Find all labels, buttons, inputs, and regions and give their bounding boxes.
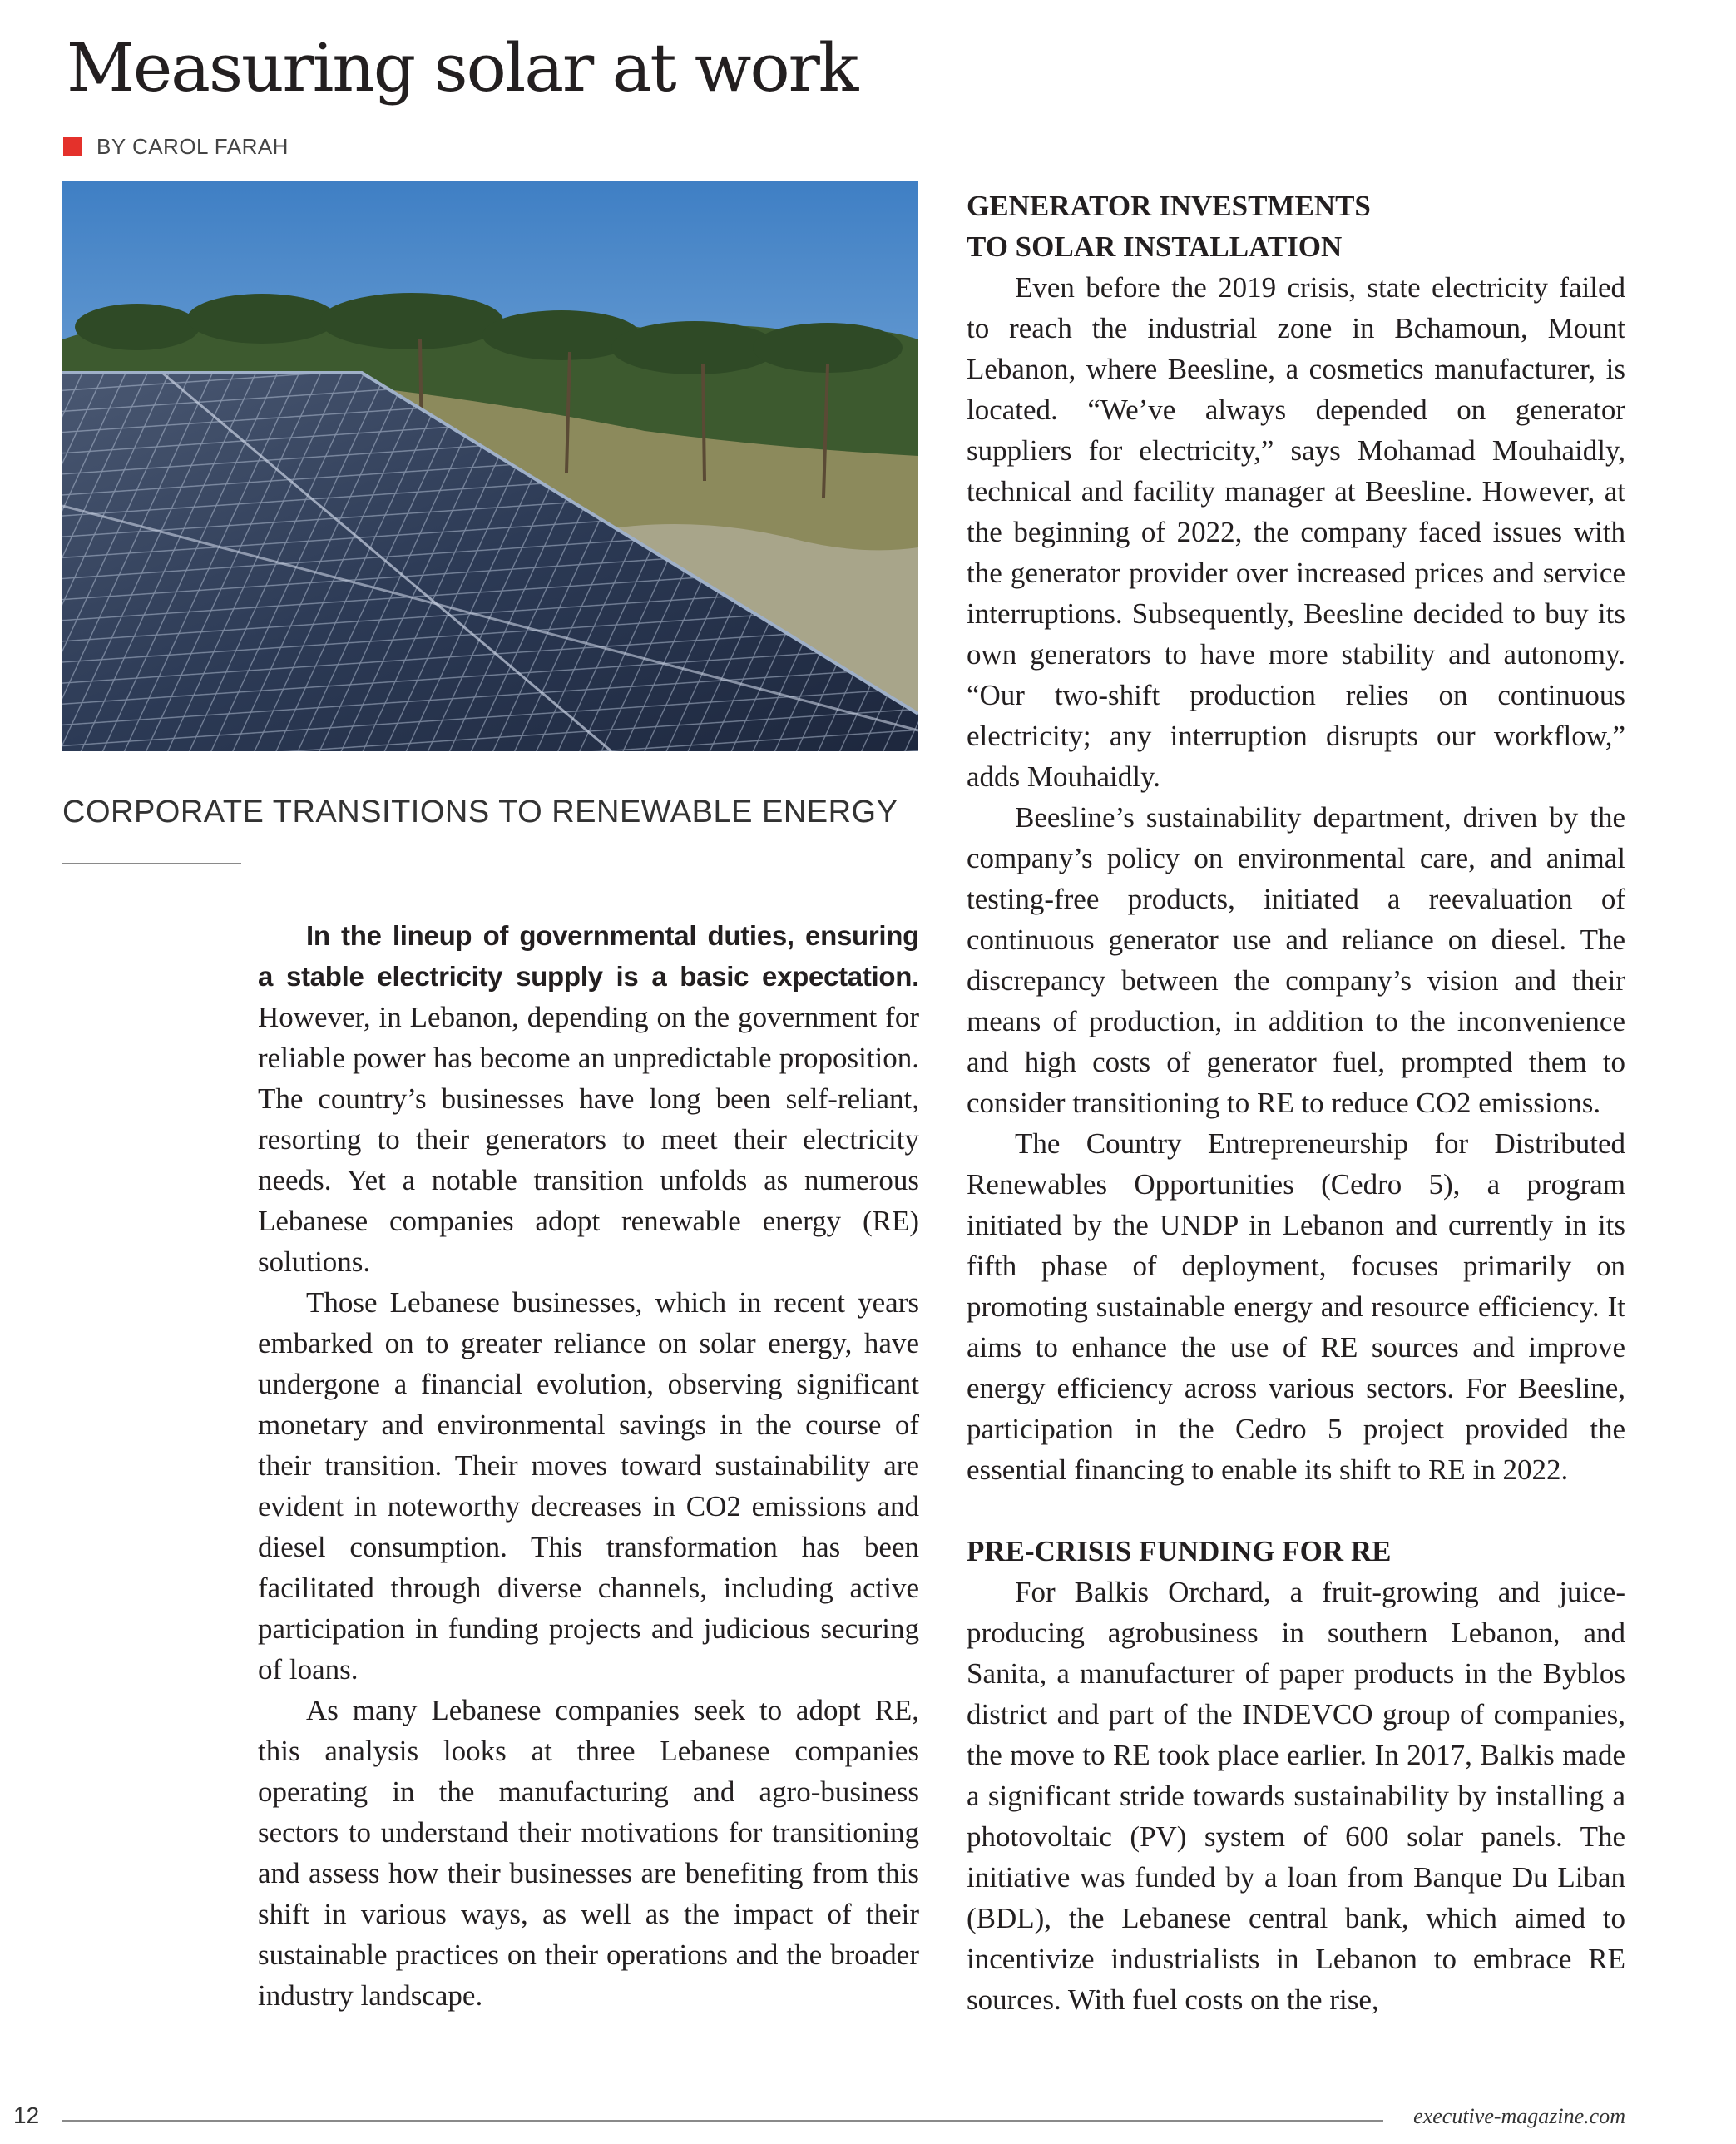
intro-paragraph — [258, 915, 919, 1282]
section-heading-generators — [967, 186, 1625, 267]
body-paragraph: Those Lebanese businesses, which in recent years embarked on to greater reliance on solar energy, have undergone a financial evolution, observing significant monetary and environmental savings in the course of their transition. Their moves toward sustainability are evident in noteworthy decreases in CO2 emissions and diesel consumption. This transformation has been facilitated through diverse channels, including active participation in funding projects and judicious securing of loans. — [258, 1286, 919, 1686]
section-heading-line: TO SOLAR INSTALLATION — [967, 230, 1343, 263]
byline-marker — [63, 137, 82, 156]
left-column — [258, 915, 919, 2016]
section-heading-line: GENERATOR INVESTMENTS — [967, 190, 1371, 222]
body-paragraph: The Country Entrepreneurship for Distributed Renewables Opportunities (Cedro 5), a program initiated by the UNDP in Lebanon and currently in its fifth phase of deployment, focuses primarily on promoting sustainable energy and resource efficiency. It aims to enhance the use of RE sources and improve energy efficiency across various sectors. For Beesline, participation in the Cedro 5 project provided the essential financing to enable its shift to RE in 2022. — [967, 1127, 1625, 1486]
body-paragraph: As many Lebanese companies seek to adopt RE, this analysis looks at three Lebanese companies operating in the manufacturing and agro-business sectors to understand their motivations for transitioning and assess how their businesses are benefiting from this shift in various ways, as well as the impact of their sustainable practices on their operations and the broader industry landscape. — [258, 1694, 919, 2012]
body-paragraph: For Balkis Orchard, a fruit-growing and juice-producing agrobusiness in southern Lebanon, and Sanita, a manufacturer of paper products in the Byblos district and part of the INDEVCO group of companies, the move to RE took place earlier. In 2017, Balkis made a significant stride towards sustainability by installing a photovoltaic (PV) system of 600 solar panels. The initiative was funded by a loan from Banque Du Liban (BDL), the Lebanese central bank, which aimed to incentivize industrialists in Lebanon to embrace RE sources. With fuel costs on the rise, — [967, 1576, 1625, 2016]
byline-author: BY CAROL FARAH — [96, 133, 289, 159]
body-paragraph: Beesline’s sustainability department, driven by the company’s policy on environmental care, and animal testing-free products, initiated a reevaluation of continuous generator use and reliance on diesel. The discrepancy between the company’s vision and their means of production, in addition to the inconvenience and high costs of generator fuel, prompted them to consider transitioning to RE to reduce CO2 emissions. — [967, 801, 1625, 1119]
section-spacer — [967, 1490, 1625, 1531]
page-number: 12 — [13, 2102, 40, 2128]
intro-text: However, in Lebanon, depending on the government for reliable power has become an unpredictable proposition. The country’s businesses have long been self-reliant, resorting to their generators to meet their electricity needs. Yet a notable transition unfolds as numerous Lebanese companies adopt renewable energy (RE) solutions. — [258, 1001, 919, 1278]
right-column — [967, 186, 1625, 2020]
footer-website: executive-magazine.com — [1413, 2104, 1625, 2128]
byline — [63, 133, 289, 160]
footer-divider — [62, 2120, 1383, 2122]
article-title: Measuring solar at work — [67, 29, 858, 106]
section-heading-pre-crisis: PRE-CRISIS FUNDING FOR RE — [967, 1535, 1392, 1567]
lead-sentence: In the lineup of governmental duties, ensuring a stable electricity supply is a basic expectation. — [258, 920, 919, 992]
kicker-divider — [62, 863, 241, 864]
article-kicker: CORPORATE TRANSITIONS TO RENEWABLE ENERGY — [62, 795, 898, 829]
body-paragraph: Even before the 2019 crisis, state electricity failed to reach the industrial zone in Bchamoun, Mount Lebanon, where Beesline, a cosmetics manufacturer, is located. “We’ve always depended on generator suppliers for electricity,” says Mohamad Mouhaidly, technical and facility manager at Beesline. However, at the beginning of 2022, the company faced issues with the generator provider over increased prices and service interruptions. Subsequently, Beesline decided to buy its own generators to have more stability and autonomy. “Our two-shift production relies on continuous electricity; any interruption disrupts our workflow,” adds Mouhaidly. — [967, 271, 1625, 793]
solar-panels-photo — [62, 181, 918, 751]
